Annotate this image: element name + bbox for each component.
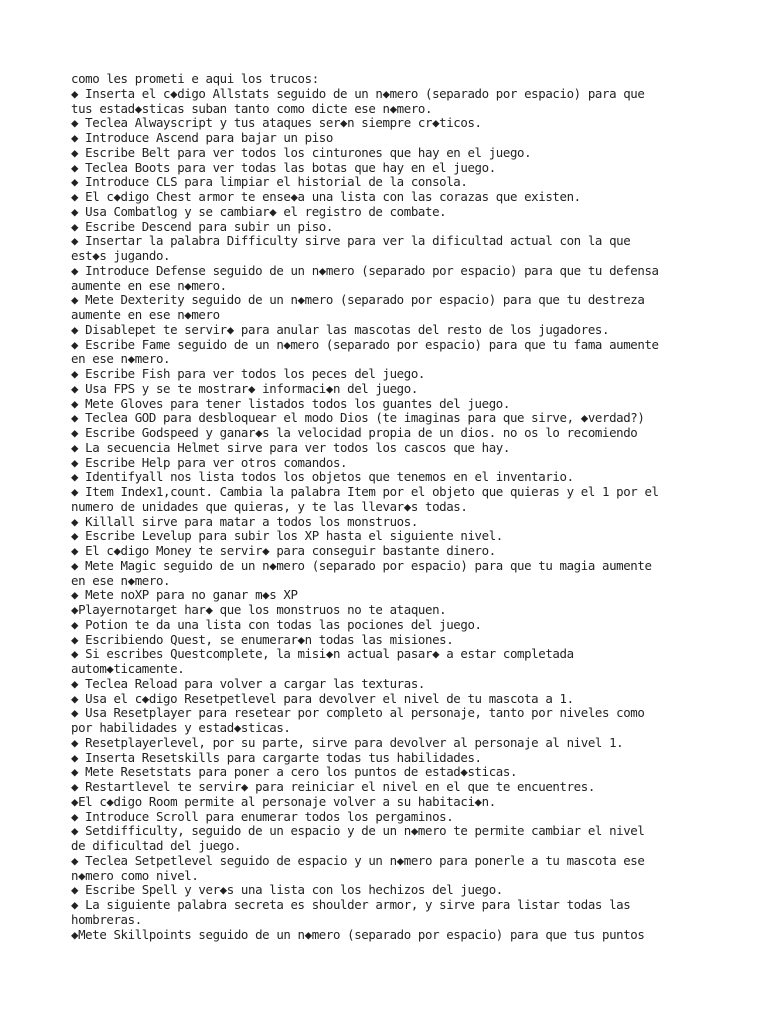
text-line: ◆ Usa Combatlog y se cambiar◆ el registro de combate. bbox=[71, 203, 447, 219]
text-line: ◆ Setdifficulty, seguido de un espacio y de un n◆mero te permite cambiar el nivel bbox=[71, 823, 645, 839]
text-line: ◆ Escribe Levelup para subir los XP hasta el siguiente nivel. bbox=[71, 528, 503, 544]
text-line: ◆ Escribiendo Quest, se enumerar◆n todas las misiones. bbox=[71, 631, 454, 647]
text-line: hombreras. bbox=[71, 911, 142, 927]
text-line: de dificultad del juego. bbox=[71, 838, 241, 853]
text-line: ◆ Introduce Scroll para enumerar todos los pergaminos. bbox=[71, 808, 454, 824]
text-line: ◆ Item Index1,count. Cambia la palabra Item por el objeto que quieras y el 1 por el bbox=[71, 484, 659, 499]
text-line: ◆ Mete Magic seguido de un n◆mero (separado por espacio) para que tu magia aumente bbox=[71, 557, 652, 573]
text-line: ◆ Escribe Belt para ver todos los cinturones que hay en el juego. bbox=[71, 144, 532, 160]
text-line: ◆ Resetplayerlevel, por su parte, sirve para devolver al personaje al nivel 1. bbox=[71, 734, 624, 750]
text-line: ◆ Usa el c◆digo Resetpetlevel para devolver el nivel de tu mascota a 1. bbox=[71, 690, 574, 706]
text-line: ◆ El c◆digo Chest armor te ense◆a una lista con las corazas que existen. bbox=[71, 189, 581, 204]
text-line: numero de unidades que quieras, y te las llevar◆s todas. bbox=[71, 498, 468, 514]
text-line: por habilidades y estad◆sticas. bbox=[71, 720, 291, 735]
text-line: ◆ Killall sirve para matar a todos los monstruos. bbox=[71, 513, 418, 529]
text-line: autom◆ticamente. bbox=[71, 661, 185, 676]
text-line: ◆ Insertar la palabra Difficulty sirve para ver la dificultad actual con la que bbox=[71, 233, 631, 249]
text-line: n◆mero como nivel. bbox=[71, 867, 199, 883]
text-line: ◆ Teclea Setpetlevel seguido de espacio y un n◆mero para ponerle a tu mascota ese bbox=[71, 852, 645, 868]
text-line: ◆ Escribe Godspeed y ganar◆s la velocidad propia de un dios. no os lo recomiendo bbox=[71, 425, 638, 440]
text-line: ◆ Teclea Reload para volver a cargar las texturas. bbox=[71, 675, 425, 691]
text-line: ◆ Escribe Help para ver otros comandos. bbox=[71, 454, 348, 470]
text-line: ◆ Escribe Descend para subir un piso. bbox=[71, 218, 333, 234]
text-line: ◆ Escribe Spell y ver◆s una lista con los hechizos del juego. bbox=[71, 882, 503, 898]
text-line: como les prometi e aqui los trucos: bbox=[71, 71, 319, 86]
text-line: en ese n◆mero. bbox=[71, 572, 171, 588]
text-line: ◆ Mete noXP para no ganar m◆s XP bbox=[71, 587, 298, 603]
text-line: ◆ La siguiente palabra secreta es shoulder armor, y sirve para listar todas las bbox=[71, 897, 631, 912]
text-line: ◆ Mete Gloves para tener listados todos los guantes del juego. bbox=[71, 395, 510, 411]
text-line: ◆ Teclea Boots para ver todas las botas que hay en el juego. bbox=[71, 159, 496, 175]
text-line: ◆ Mete Dexterity seguido de un n◆mero (separado por espacio) para que tu destreza bbox=[71, 292, 645, 308]
text-line: ◆ Introduce CLS para limpiar el historial de la consola. bbox=[71, 174, 468, 190]
text-line: ◆ Escribe Fish para ver todos los peces del juego. bbox=[71, 366, 425, 381]
text-line: ◆ Restartlevel te servir◆ para reiniciar el nivel en el que te encuentres. bbox=[71, 779, 595, 794]
text-line: ◆ Teclea Alwayscript y tus ataques ser◆n siempre cr◆ticos. bbox=[71, 115, 482, 131]
text-line: ◆ Disablepet te servir◆ para anular las mascotas del resto de los jugadores. bbox=[71, 321, 610, 337]
text-line: ◆ Identifyall nos lista todos los objetos que tenemos en el inventario. bbox=[71, 469, 574, 485]
document-page bbox=[71, 72, 711, 942]
text-line: ◆ Escribe Fame seguido de un n◆mero (separado por espacio) para que tu fama aumente bbox=[71, 336, 659, 352]
text-line: ◆ Inserta Resetskills para cargarte todas tus habilidades. bbox=[71, 749, 482, 765]
text-line: ◆ El c◆digo Money te servir◆ para conseguir bastante dinero. bbox=[71, 543, 496, 558]
text-line: ◆ Introduce Ascend para bajar un piso bbox=[71, 130, 333, 145]
text-line: est◆s jugando. bbox=[71, 248, 171, 263]
text-line: ◆ Usa Resetplayer para resetear por completo al personaje, tanto por niveles como bbox=[71, 705, 645, 721]
text-line: ◆ Potion te da una lista con todas las pociones del juego. bbox=[71, 616, 482, 632]
text-line: aumente en ese n◆mero bbox=[71, 307, 220, 322]
text-line: tus estad◆sticas suban tanto como dicte ese n◆mero. bbox=[71, 100, 433, 116]
text-line: en ese n◆mero. bbox=[71, 351, 171, 367]
text-line: ◆ Introduce Defense seguido de un n◆mero (separado por espacio) para que tu defensa bbox=[71, 262, 659, 278]
text-line: ◆Playernotarget har◆ que los monstruos no te ataquen. bbox=[71, 602, 447, 617]
text-line: ◆ Si escribes Questcomplete, la misi◆n actual pasar◆ a estar completada bbox=[71, 646, 574, 662]
text-line: ◆Mete Skillpoints seguido de un n◆mero (separado por espacio) para que tus puntos bbox=[71, 926, 645, 942]
text-line: ◆ La secuencia Helmet sirve para ver todos los cascos que hay. bbox=[71, 439, 510, 455]
text-line: ◆ Teclea GOD para desbloquear el modo Dios (te imaginas para que sirve, ◆verdad?) bbox=[71, 410, 645, 426]
text-line: ◆ Mete Resetstats para poner a cero los puntos de estad◆sticas. bbox=[71, 764, 518, 780]
text-line: ◆ Inserta el c◆digo Allstats seguido de un n◆mero (separado por espacio) para que bbox=[71, 85, 645, 101]
text-line: aumente en ese n◆mero. bbox=[71, 277, 227, 293]
text-line: ◆ Usa FPS y se te mostrar◆ informaci◆n del juego. bbox=[71, 380, 418, 396]
text-line: ◆El c◆digo Room permite al personaje volver a su habitaci◆n. bbox=[71, 793, 496, 809]
